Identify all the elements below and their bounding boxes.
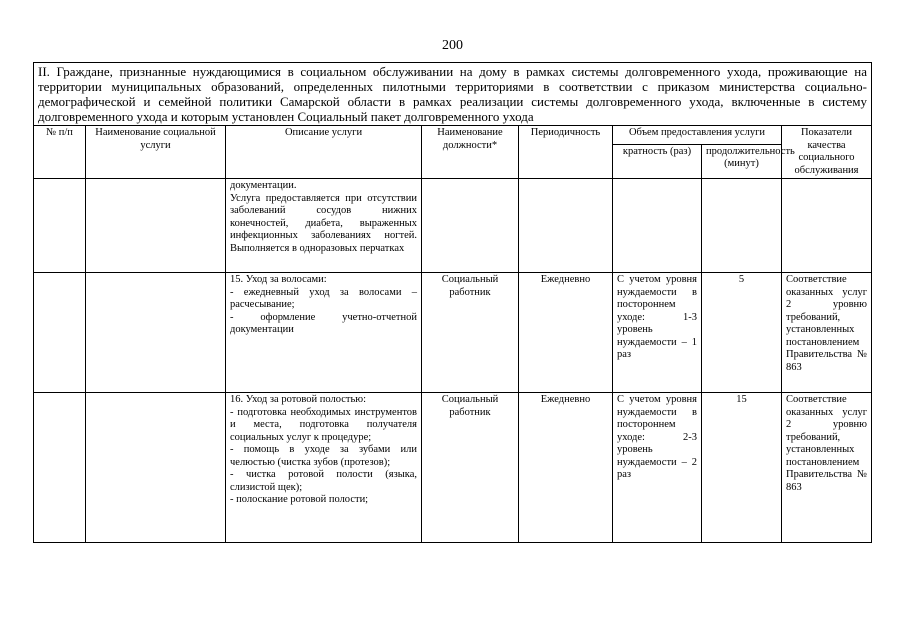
description-line: документации. Услуга предоставляется при отсутствии заболеваний сосудов нижних конечностей, диабета, выраженных инфекционных заболеваниях ногтей. Выполняется в одноразовых перчатках	[230, 180, 417, 254]
cell-duration: 5	[702, 273, 782, 393]
services-table	[33, 62, 872, 543]
section-title: II. Граждане, признанные нуждающимися в социальном обслуживании на дому в рамках системы долговременного ухода, проживающие на территории муниципальных образований, определенных пилотными территориями в соответствии с приказом министерства социально-демографической и семейной политики Самарской области в рамках реализации системы долговременного ухода, включенные в систему долговременного ухода и которым установлен Социальный пакет долговременного ухода	[34, 63, 872, 126]
cell-periodicity: Ежедневно	[519, 393, 613, 543]
cell-periodicity	[519, 179, 613, 273]
cell-service-name	[86, 273, 226, 393]
cell-num	[34, 393, 86, 543]
cell-service-name	[86, 179, 226, 273]
cell-service-name	[86, 393, 226, 543]
cell-description	[226, 273, 422, 393]
description-line: 16. Уход за ротовой полостью: - подготовка необходимых инструментов и места, подготовка получателя социальных услуг к процедуре; - помощь в уходе за зубами или челюстью (чистка зубов (протезов); - чистка ротовой полости (языка, слизистой щек); - полоскание ротовой полости;	[230, 394, 417, 505]
cell-position: Социальный работник	[422, 273, 519, 393]
cell-quality: Соответствие оказанных услуг 2 уровню требований, установленных постановлением Правительства № 863	[782, 273, 872, 393]
description-line: 15. Уход за волосами: - ежедневный уход за волосами – расчесывание; - оформление учетно-отчетной документации	[230, 274, 417, 335]
table-row	[34, 273, 872, 393]
header-num: № п/п	[34, 126, 86, 179]
page-number: 200	[442, 38, 463, 53]
header-position: Наименование должности*	[422, 126, 519, 179]
header-description: Описание услуги	[226, 126, 422, 179]
cell-frequency: С учетом уровня нуждаемости в постороннем уходе: 1-3 уровень нуждаемости – 1 раз	[613, 273, 702, 393]
header-frequency: кратность (раз)	[613, 144, 702, 178]
header-quality: Показатели качества социального обслуживания	[782, 126, 872, 179]
header-periodicity: Периодичность	[519, 126, 613, 179]
header-volume: Объем предоставления услуги	[613, 126, 782, 145]
cell-frequency: С учетом уровня нуждаемости в постороннем уходе: 2-3 уровень нуждаемости – 2 раз	[613, 393, 702, 543]
table-row	[34, 179, 872, 273]
cell-duration: 15	[702, 393, 782, 543]
cell-quality	[782, 179, 872, 273]
header-row	[34, 126, 872, 145]
cell-position: Социальный работник	[422, 393, 519, 543]
header-duration: продолжительность (минут)	[702, 144, 782, 178]
cell-num	[34, 179, 86, 273]
cell-description	[226, 179, 422, 273]
section-title-row	[34, 63, 872, 126]
cell-position	[422, 179, 519, 273]
cell-description	[226, 393, 422, 543]
header-service-name: Наименование социальной услуги	[86, 126, 226, 179]
cell-periodicity: Ежедневно	[519, 273, 613, 393]
cell-frequency	[613, 179, 702, 273]
table-row	[34, 393, 872, 543]
cell-num	[34, 273, 86, 393]
cell-quality: Соответствие оказанных услуг 2 уровню требований, установленных постановлением Правительства № 863	[782, 393, 872, 543]
cell-duration	[702, 179, 782, 273]
